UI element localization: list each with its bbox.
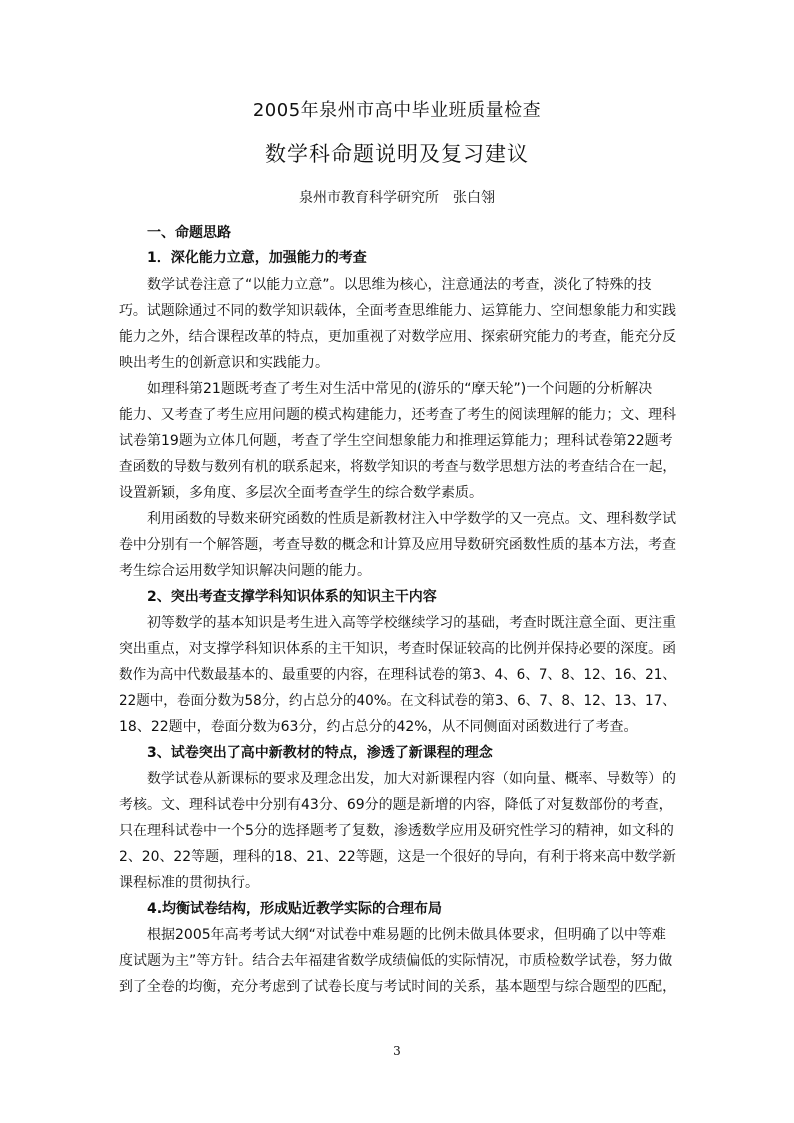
- document-title: 2005年泉州市高中毕业班质量检查: [252, 100, 542, 121]
- subsection-heading: 3、试卷突出了高中新教材的特点，渗透了新课程的理念: [147, 745, 493, 761]
- paragraph-line: 数作为高中代数最基本的、最重要的内容，在理科试卷的第3、4、6、7、8、12、16、21、: [119, 667, 676, 683]
- paragraph-line: 22题中，卷面分数为58分，约占总分的40%。在文科试卷的第3、6、7、8、12、13、17、: [119, 693, 676, 709]
- paragraph-line: 数学试卷从新课标的要求及理念出发，加大对新课程内容（如向量、概率、导数等）的: [147, 771, 676, 787]
- page-number: 3: [393, 1044, 401, 1058]
- paragraph-line: 到了全卷的均衡，充分考虑到了试卷长度与考试时间的关系，基本题型与综合题型的匹配，: [119, 979, 676, 995]
- paragraph-line: 突出重点，对支撑学科知识体系的主干知识，考查时保证较高的比例并保持必要的深度。函: [119, 641, 676, 657]
- paragraph-line: 只在理科试卷中一个5分的选择题考了复数，渗透数学应用及研究性学习的精神，如文科的: [119, 823, 674, 839]
- subsection-heading: 1．深化能力立意，加强能力的考查: [147, 250, 367, 266]
- section-heading: 一、命题思路: [147, 225, 231, 241]
- subsection-heading: 4.均衡试卷结构，形成贴近教学实际的合理布局: [147, 901, 443, 917]
- document-subtitle: 数学科命题说明及复习建议: [265, 142, 529, 166]
- paragraph-line: 18、22题中，卷面分数为63分，约占总分的42%，从不同侧面对函数进行了考查。: [119, 719, 638, 735]
- paragraph-line: 卷中分别有一个解答题，考查导数的概念和计算及应用导数研究函数性质的基本方法，考查: [119, 537, 676, 553]
- paragraph-line: 映出考生的创新意识和实践能力。: [119, 355, 329, 371]
- paragraph-line: 能力、又考查了考生应用问题的模式构建能力，还考查了考生的阅读理解的能力；文、理科: [119, 407, 676, 423]
- paragraph-line: 课程标准的贯彻执行。: [119, 875, 259, 891]
- paragraph-line: 数学试卷注意了“以能力立意”。以思维为核心，注意通法的考查，淡化了特殊的技: [147, 277, 652, 293]
- paragraph-line: 根据2005年高考考试大纲“对试卷中难易题的比例未做具体要求，但明确了以中等难: [147, 927, 666, 943]
- paragraph-line: 设置新颖，多角度、多层次全面考查学生的综合数学素质。: [119, 485, 483, 501]
- paragraph-line: 利用函数的导数来研究函数的性质是新教材注入中学数学的又一亮点。文、理科数学试: [147, 511, 676, 527]
- author-line: 泉州市教育科学研究所 张白翎: [299, 190, 495, 206]
- paragraph-line: 考生综合运用数学知识解决问题的能力。: [119, 563, 371, 579]
- paragraph-line: 能力之外，结合课程改革的特点，更加重视了对数学应用、探索研究能力的考查，能充分反: [119, 329, 676, 345]
- paragraph-line: 初等数学的基本知识是考生进入高等学校继续学习的基础，考查时既注意全面、更注重: [147, 615, 676, 631]
- paragraph-line: 2、20、22等题，理科的18、21、22等题，这是一个很好的导向，有利于将来高中数学新: [119, 849, 676, 865]
- subsection-heading: 2、突出考查支撑学科知识体系的知识主干内容: [147, 589, 437, 605]
- paragraph-line: 如理科第21题既考查了考生对生活中常见的(游乐的“摩天轮”)一个问题的分析解决: [147, 381, 653, 397]
- paragraph-line: 巧。试题除通过不同的数学知识载体，全面考查思维能力、运算能力、空间想象能力和实践: [119, 303, 676, 319]
- paragraph-line: 度试题为主”等方针。结合去年福建省数学成绩偏低的实际情况，市质检数学试卷，努力做: [119, 953, 673, 969]
- paragraph-line: 试卷第19题为立体几何题，考查了学生空间想象能力和推理运算能力；理科试卷第22题考: [119, 433, 673, 449]
- paragraph-line: 查函数的导数与数列有机的联系起来，将数学知识的考查与数学思想方法的考查结合在一起，: [119, 459, 676, 475]
- paragraph-line: 考核。文、理科试卷中分别有43分、69分的题是新增的内容，降低了对复数部份的考查，: [119, 797, 673, 813]
